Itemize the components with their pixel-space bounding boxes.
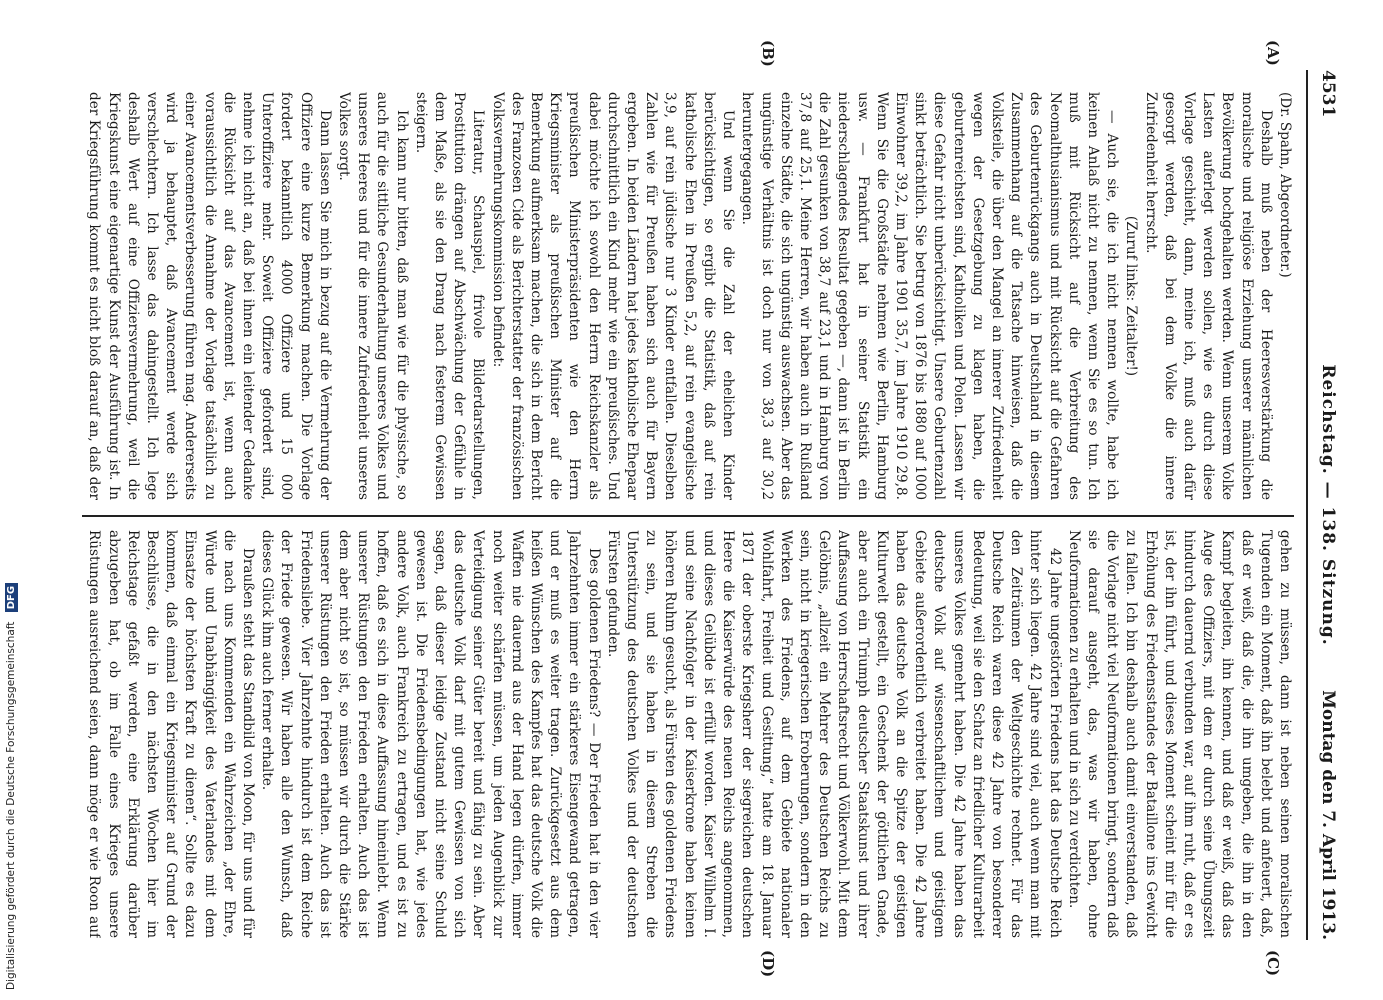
- margin-marker-c: (C): [1264, 950, 1282, 977]
- margin-marker-a: (A): [1264, 40, 1282, 66]
- paragraph: (Zuruf links: Zeitalter!): [1123, 215, 1140, 377]
- right-text-column: [82, 530, 1294, 938]
- paragraph: Und wenn Sie die Zahl der ehelichen Kinder berücksichtigen, so ergibt die Statistik, daß auf rein katholische Ehen in Preußen 5,2, auf rein evangelische 3,9, auf rein jüdische nur 3 Kinder entfallen. Dieselben Zahlen wie für Preußen haben sich auch für Bayern ergeben. In beiden Ländern hat jedes katholische Ehepaar durchschnittlich ein Kind mehr wie ein preußisches. Und dabei möchte ich sowohl den Herrn Reichskanzler als preußischen Ministerpräsidenten wie den Herrn Kriegsminister als preußischen Minister auf die Bemerkung aufmerksam machen, die sich in dem Bericht des Franzosen Cide als Berichterstatter der französischen Volksvermehrungskommission befindet:: [489, 92, 737, 500]
- margin-marker-d: (D): [759, 950, 777, 978]
- paragraph: Ich kann nur bitten, daß man wie für die physische, so auch für die sittliche Gesunderhaltung unseres Volkes und unseres Heeres und für die innere Zufriedenheit unseres Volkes sorgt.: [336, 92, 410, 500]
- digitization-credit: [3, 10, 19, 990]
- dfg-logo: DFG: [5, 583, 18, 612]
- session-title: Reichstag. — 138. Sitzung.: [1318, 364, 1338, 646]
- session-date: Montag den 7. April 1913.: [1318, 690, 1338, 940]
- paragraph: gehen zu müssen, dann ist neben seinen moralischen Tugenden ein Moment, daß ihn belebt und anfeuert, daß, daß er weiß, daß die, die ihn umgeben, die ihn in den Kampf begleiten, ihn kennen, und daß er weiß, daß das Auge des Offiziers, mit dem er durch seine Übungszeit hindurch dauernd verbunden war, auf ihm ruht, daß er es ist, der ihn führt, und dieses Moment scheint mir für die Erhöhung des Friedensstandes der Bataillone ins Gewicht zu fallen. Ich bin deshalb auch damit einverstanden, daß die Vorlage nicht viel Neuformationen bringt, sondern daß sie darauf ausgeht, das, was wir haben, ohne Neuformationen zu erhalten und in sich zu verdichten.: [1065, 530, 1293, 938]
- paragraph: Dann lassen Sie mich in bezug auf die Vermehrung der Offiziere eine kurze Bemerkung machen. Die Vorlage fordert bekanntlich 4000 Offiziere und 15 000 Unteroffiziere mehr. Soweit Offiziere gefordert sind, nehme ich nicht an, daß bei ihnen ein leitender Gedanke die Rücksicht auf das Avancement ist, wenn auch voraussichtlich die Annahme der Vorlage tatsächlich zu einer Avancementsverbesserung führen mag. Andererseits wird ja behauptet, daß Avancement werde sich verschlechtern. Ich lasse das dahingestellt. Ich lege deshalb Wert auf eine Offiziersvermehrung, weil die Kriegskunst eine eigenartige Kunst der Ausführung ist. In der Kriegsführung kommt es nicht bloß darauf an, daß der: [86, 92, 333, 500]
- left-text-column: [82, 92, 1294, 500]
- page-header: [1306, 70, 1342, 940]
- paragraph: Des goldenen Friedens? — Der Frieden hat in den vier Jahrzehnten immer ein stärkeres Eisengewand getragen, und er muß es weiter tragen. Zurückgesetzt aus dem heißen Wünschen des Kampfes hat das deutsche Volk die Waffen nie dauernd aus der Hand legen dürfen, immer noch weiter schärfen müssen, um jeden Augenblick zur Verteidigung seiner Güter bereit und fähig zu sein. Aber das deutsche Volk darf mit gutem Gewissen von sich sagen, daß dieser leidige Zustand nicht seine Schuld gewesen ist. Die Friedensbedingungen hat, wie jedes andere Volk, auch Frankreich zu ertragen, und es ist zu hoffen, daß es sich in diese Auffassung hineinlebt. Wenn unserer Rüstungen den Frieden erhalten. Auch das ist dem aber nicht so ist, so müssen wir durch die Stärke unserer Rüstungen den Frieden erhalten. Auch das ist Friedensliebe. Vier Jahrzehnte hindurch ist dem Reiche der Friede gewesen. Wir haben alle den Wunsch, daß dieses Glück ihm auch ferner erhalte.: [259, 530, 602, 938]
- paragraph: Deshalb muß neben der Heeresverstärkung die moralische und religiöse Erziehung unserer männlichen Bevölkerung hochgehalten werden. Wenn unserem Volke Lasten auferlegt werden sollen, wie es durch diese Vorlage geschieht, dann, meine ich, muß auch dafür gesorgt werden, daß bei dem Volke die innere Zufriedenheit herrscht.: [1142, 92, 1274, 500]
- paragraph: 42 Jahre ungestörten Friedens hat das Deutsche Reich hinter sich liegen. 42 Jahre sind viel, auch wenn man mit den Zeiträumen der Weltgeschichte rechnet. Für das Deutsche Reich waren diese 42 Jahre von besonderer Bedeutung, weil sie den Schatz an friedlicher Kulturarbeit unseres Volkes gemehrt haben. Die 42 Jahre haben das deutsche Volk auf wissenschaftlichem und geistigem Gebiete außerordentlich verbreitet haben. Die 42 Jahre haben das deutsche Volk an die Spitze der geistigen Kulturwelt gestellt, ein Geschenk der göttlichen Gnade, aber auch ein Triumph deutscher Staatskunst und ihrer Auffassung von Herrschaftsrecht und Völkerwohl. Mit dem Gelöbnis, „allzeit ein Mehrer des Deutschen Reichs zu sein, nicht in kriegerischen Eroberungen, sondern in den Werken des Friedens, auf dem Gebiete nationaler Wohlfahrt, Freiheit und Gesittung,“ hatte am 18. Januar 1871 der oberste Kriegsherr der siegreichen deutschen Heere die Kaiserwürde des neuen Reichs angenommen, und dieses Gelübde ist erfüllt worden. Kaiser Wilhelm I. und seine Nachfolger in der Kaiserkrone haben keinen höheren Ruhm gesucht, als Fürsten des goldenen Friedens zu sein, und sie haben in diesem Streben die Unterstützung des deutschen Volkes und der deutschen Fürsten gefunden.: [604, 530, 1063, 938]
- paragraph: Draußen steht das Standbild von Moon, für uns und für die nach uns Kommenden ein Wahrzeichen „der Ehre, Würde und Unabhängigkeit des Vaterlandes mit dem Einsatze der höchsten Kraft zu dienen“. Sollte es dazu kommen, daß einmal ein Kriegsminister auf Grund der Beschlüsse, die in den nächsten Wochen hier im Reichstage gefaßt werden, eine Erklärung darüber abzugeben hat, ob im Falle eines Krieges unsere Rüstungen ausreichend seien, dann möge er wie Roon auf: [86, 530, 257, 938]
- paragraph: — Auch sie, die ich nicht nennen wollte, habe ich keinen Anlaß nicht zu nennen, wenn Sie es so tun. Ich muß mit Rücksicht auf die Verbreitung des Neomalthusianismus und mit Rücksicht auf die Gefahren des Geburtenrückgangs auch in Deutschland in diesem Zusammenhang auf die Tatsache hinweisen, daß die Volksteile, die über den Mangel an innerer Zufriedenheit wegen der Gesetzgebung zu klagen haben, die geburtenreichsten sind, Katholiken und Polen. Lassen wir diese Gefahr nicht unberücksichtigt. Unsere Geburtenzahl sinkt beträchtlich. Sie betrug von 1876 bis 1880 auf 1000 Einwohner 39,2, im Jahre 1901 35,7, im Jahre 1910 29,8. Wenn Sie die Großstädte nehmen wie Berlin, Hamburg usw. — Frankfurt hat in seiner Statistik ein niederschlagendes Resultat gegeben —, dann ist in Berlin die Zahl gesunken von 38,7 auf 23,1 und in Hamburg von 37,8 auf 25,1. Meine Herren, wir haben auch in Rußland einzelne Städte, die sich ungünstig auswachsen. Aber das ungünstige Verhältnis ist doch nur von 38,3 auf 30,2 heruntergegangen.: [739, 92, 1121, 500]
- column-divider: [82, 515, 1294, 517]
- rotated-page: [52, 0, 1362, 1000]
- page-number: 4531: [1318, 70, 1338, 118]
- paragraph: (Dr. Spahn, Abgeordneter.): [1277, 92, 1293, 278]
- paragraph: Literatur, Schauspiel, frivole Bilderdarstellungen, Prostitution drängen auf Abschwächung der Gefühle in dem Maße, als sie den Drang nach festerem Gewissen steigern.: [412, 92, 487, 500]
- credit-text: Digitalisierung gefördert durch die Deutsche Forschungsgemeinschaft: [5, 621, 17, 990]
- margin-marker-b: (B): [759, 40, 777, 67]
